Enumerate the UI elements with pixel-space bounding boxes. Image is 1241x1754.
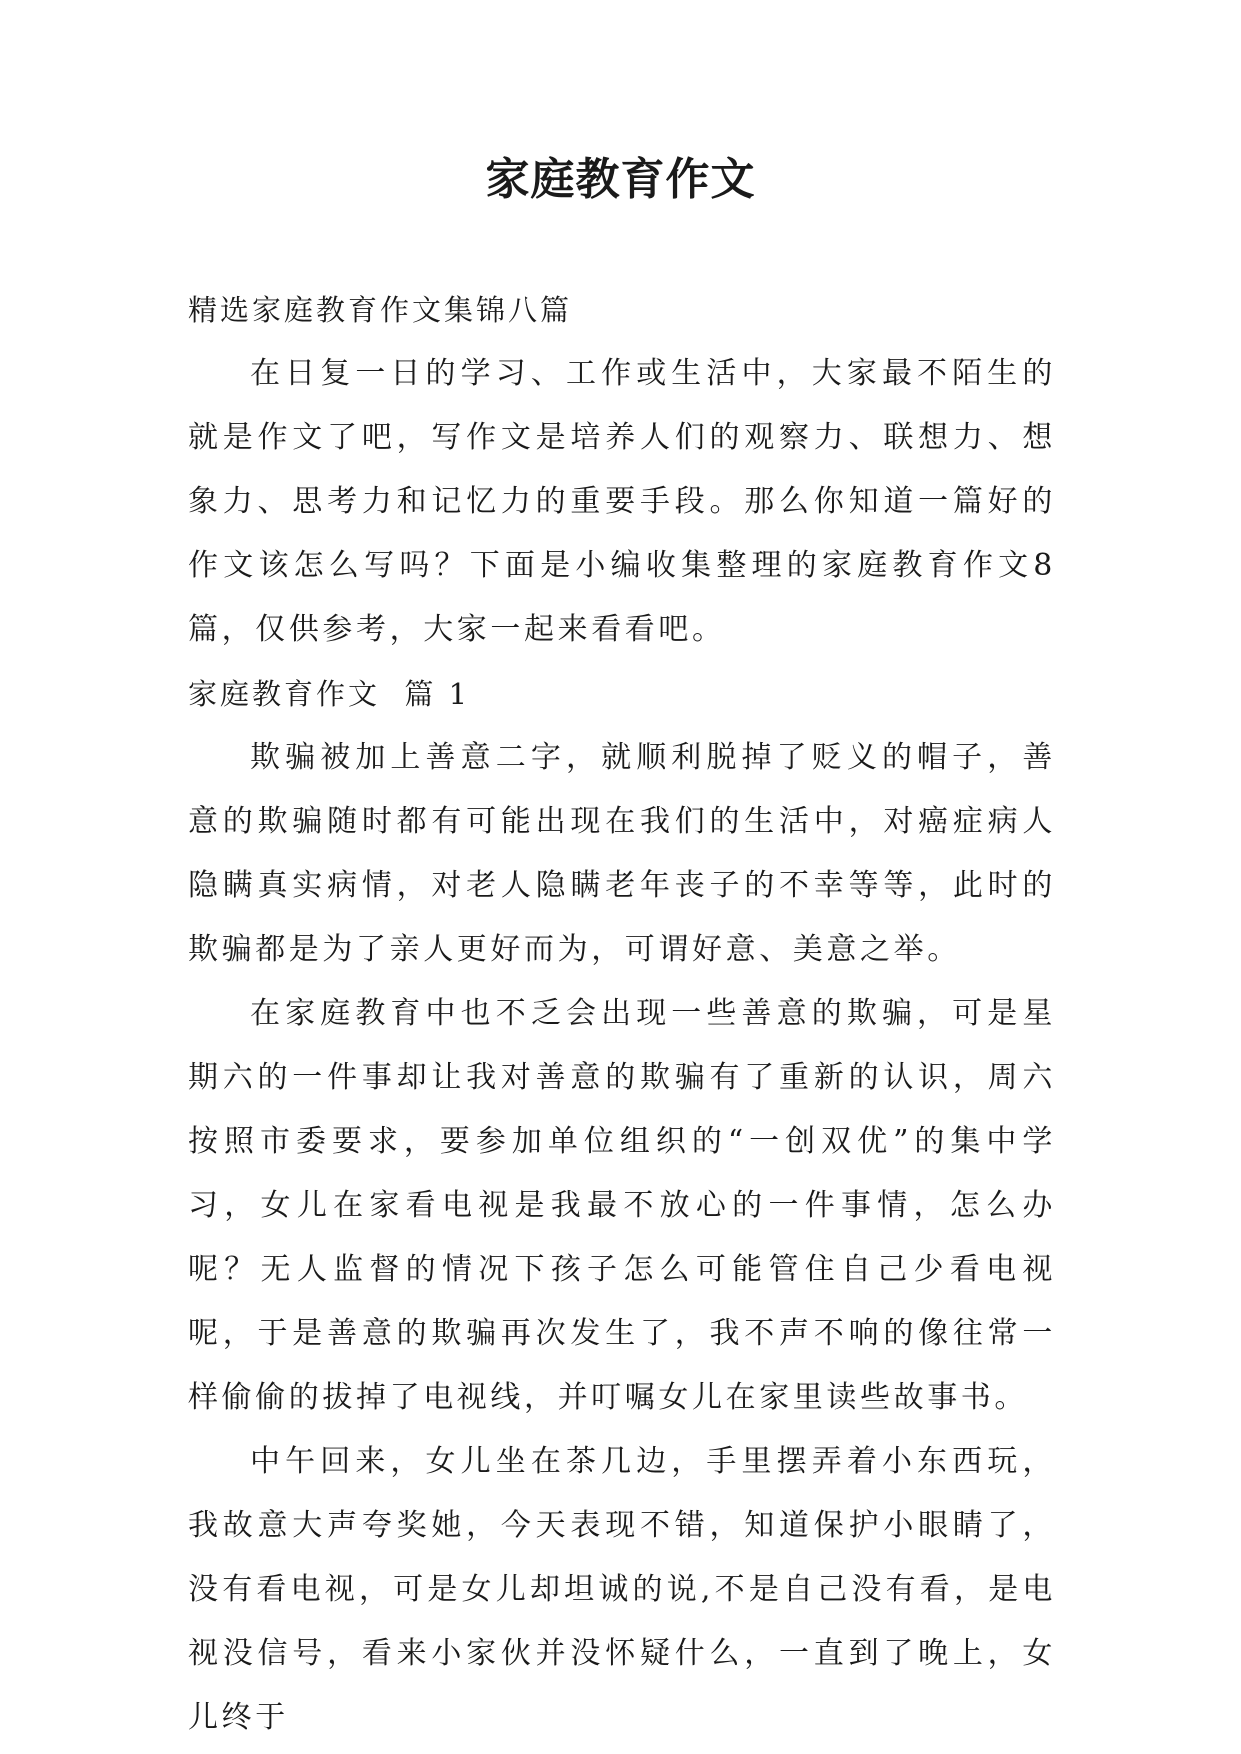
section-heading: 家庭教育作文 篇 1 [188, 677, 471, 711]
body-paragraph-2: 在家庭教育中也不乏会出现一些善意的欺骗，可是星期六的一件事却让我对善意的欺骗有了重新的认识，周六按照市委要求，要参加单位组织的“一创双优”的集中学习，女儿在家看电视是我最不放心的一件事情，怎么办呢？无人监督的情况下孩子怎么可能管住自己少看电视呢，于是善意的欺骗再次发生了，我不声不响的像往常一样偷偷的拔掉了电视线，并叮嘱女儿在家里读些故事书。 [188, 996, 1056, 1415]
document-subtitle: 精选家庭教育作文集锦八篇 [188, 293, 573, 327]
document-title: 家庭教育作文 [485, 154, 756, 205]
intro-paragraph: 在日复一日的学习、工作或生活中，大家最不陌生的就是作文了吧，写作文是培养人们的观察力、联想力、想象力、思考力和记忆力的重要手段。那么你知道一篇好的作文该怎么写吗？下面是小编收集整理的家庭教育作文8篇，仅供参考，大家一起来看看吧。 [188, 356, 1056, 647]
body-paragraph-3: 中午回来，女儿坐在茶几边，手里摆弄着小东西玩，我故意大声夸奖她，今天表现不错，知道保护小眼睛了，没有看电视，可是女儿却坦诚的说,不是自己没有看，是电视没信号，看来小家伙并没怀疑什么，一直到了晚上，女儿终于 [188, 1444, 1056, 1735]
body-paragraph-1: 欺骗被加上善意二字，就顺利脱掉了贬义的帽子，善意的欺骗随时都有可能出现在我们的生活中，对癌症病人隐瞒真实病情，对老人隐瞒老年丧子的不幸等等，此时的欺骗都是为了亲人更好而为，可谓好意、美意之举。 [188, 740, 1056, 967]
document-body [188, 278, 1056, 1750]
